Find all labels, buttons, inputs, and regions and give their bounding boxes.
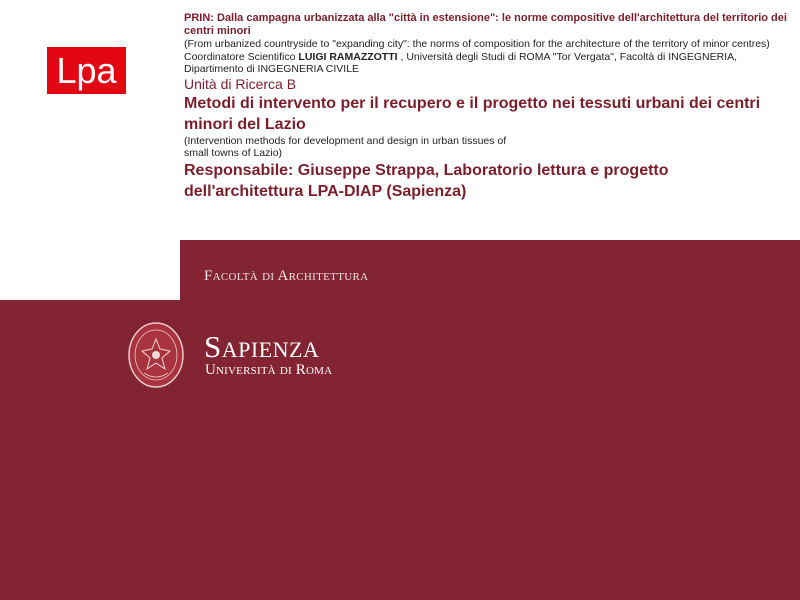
header-text-block (184, 12, 790, 202)
research-unit: Unità di Ricerca B (184, 75, 297, 92)
coordinator-name: LUIGI RAMAZZOTTI (298, 50, 398, 63)
coordinator-label: Coordinatore Scientifico (184, 50, 299, 63)
coordinator-affiliation: , Università degli Studi di ROMA "Tor Vergata", Facoltà di INGEGNERIA, Dipartimento di INGEGNERIA CIVILE (184, 50, 738, 75)
sapienza-seal-icon (127, 321, 185, 389)
university-name: Sapienza (204, 329, 320, 364)
maroon-band-bottom (0, 300, 800, 600)
coordinator-line (184, 51, 790, 76)
lpa-logo: Lpa (47, 47, 126, 94)
university-subtitle: Università di Roma (205, 362, 333, 378)
unit-translation-line2: small towns of Lazio) (184, 147, 283, 159)
unit-title: Metodi di intervento per il recupero e il progetto nei tessuti urbani dei centri minori del Lazio (184, 94, 761, 133)
unit-translation-line1: (Intervention methods for development and design in urban tissues of (184, 134, 507, 147)
faculty-label: Facoltà di Architettura (204, 268, 369, 284)
prin-title: PRIN: Dalla campagna urbanizzata alla "città in estensione": le norme compositive dell'architettura del territorio dei centri minori (184, 12, 787, 37)
responsible-line: Responsabile: Giuseppe Strappa, Laboratorio lettura e progetto dell'architettura LPA-DIAP (Sapienza) (184, 161, 669, 200)
prin-translation: (From urbanized countryside to "expanding city": the norms of composition for the architecture of the territory of minor centres) (184, 38, 770, 50)
